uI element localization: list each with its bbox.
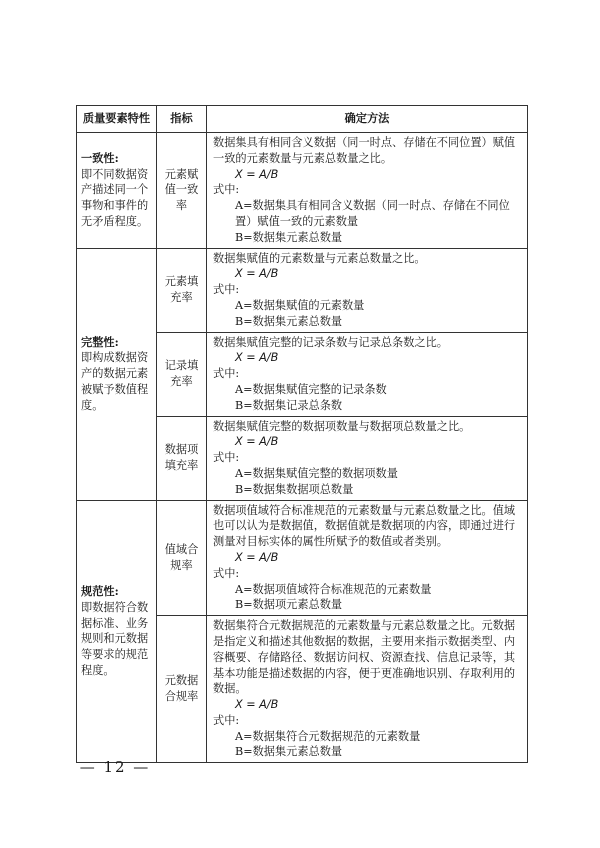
table-row: [77, 133, 528, 249]
dimension-description: 即数据符合数据标准、业务规则和元数据等要求的规范程度。: [81, 600, 149, 677]
method-cell: [207, 332, 528, 416]
header-method: 确定方法: [207, 106, 528, 133]
method-where: 式中:: [213, 451, 240, 465]
indicator-cell: 元数据合规率: [157, 616, 207, 763]
method-var-b: B=数据集数据项总数量: [235, 482, 354, 496]
dimension-consistency: [77, 133, 157, 249]
indicator-cell: 记录填充率: [157, 332, 207, 416]
method-formula: X = A/B: [235, 435, 279, 449]
method-intro: 数据集具有相同含义数据（同一时点、存储在不同位置）赋值一致的元素数量与元素总数量之比。: [213, 136, 516, 165]
method-var-a: A=数据项值域符合标准规范的元素数量: [235, 582, 432, 596]
method-var-b: B=数据集元素总数量: [235, 230, 343, 244]
dimension-completeness: [77, 248, 157, 500]
indicator-cell: 值域合规率: [157, 500, 207, 616]
dimension-description: 即不同数据资产描述同一个事物和事件的无矛盾程度。: [81, 167, 149, 228]
method-var-a: A=数据集具有相同含义数据（同一时点、存储在不同位置）赋值一致的元素数量: [235, 199, 510, 228]
dimension-description: 即构成数据资产的数据元素被赋予数值程度。: [81, 351, 149, 412]
method-var-a: A=数据集符合元数据规范的元素数量: [235, 729, 421, 743]
dimension-title: 规范性:: [81, 584, 119, 599]
indicator-cell: 元素填充率: [157, 248, 207, 332]
method-intro: 数据集赋值完整的记录条数与记录总条数之比。: [213, 335, 448, 349]
method-intro: 数据项值域符合标准规范的元素数量与元素总数量之比。值域也可以认为是数据值，数据值就是数据项的内容，即通过进行测量对目标实体的属性所赋予的数值或者类别。: [213, 503, 516, 549]
method-intro: 数据集赋值完整的数据项数量与数据项总数量之比。: [213, 419, 471, 433]
method-where: 式中:: [213, 283, 240, 297]
indicator-cell: 元素赋值一致率: [157, 133, 207, 249]
table-header-row: [77, 106, 528, 133]
method-formula: X = A/B: [235, 550, 279, 564]
method-var-b: B=数据项元素总数量: [235, 598, 343, 612]
method-formula: X = A/B: [235, 167, 279, 181]
method-var-b: B=数据集记录总条数: [235, 398, 343, 412]
header-quality-characteristic: 质量要素特性: [77, 106, 157, 133]
method-where: 式中:: [213, 183, 240, 197]
method-formula: X = A/B: [235, 351, 279, 365]
method-formula: X = A/B: [235, 267, 279, 281]
method-var-b: B=数据集元素总数量: [235, 314, 343, 328]
method-cell: [207, 500, 528, 616]
page-number: — 12 —: [79, 758, 151, 776]
method-var-a: A=数据集赋值完整的数据项数量: [235, 466, 398, 480]
dimension-title: 一致性:: [81, 150, 119, 165]
method-intro: 数据集赋值的元素数量与元素总数量之比。: [213, 251, 426, 265]
method-intro: 数据集符合元数据规范的元素数量与元素总数量之比。元数据是指定义和描述其他数据的数据，主要用来指示数据类型、内容概要、存储路径、数据访问权、资源查找、信息记录等，其基本功能是描述数据的内容，便于更准确地识别、存取利用的数据。: [213, 619, 516, 696]
method-var-b: B=数据集元素总数量: [235, 745, 343, 759]
method-cell: [207, 616, 528, 763]
table-row: [77, 500, 528, 616]
method-cell: [207, 248, 528, 332]
dimension-normativity: [77, 500, 157, 763]
method-cell: [207, 416, 528, 500]
table-row: [77, 248, 528, 332]
method-where: 式中:: [213, 367, 240, 381]
method-where: 式中:: [213, 566, 240, 580]
indicator-cell: 数据项填充率: [157, 416, 207, 500]
method-formula: X = A/B: [235, 698, 279, 712]
method-var-a: A=数据集赋值的元素数量: [235, 298, 365, 312]
method-where: 式中:: [213, 713, 240, 727]
method-var-a: A=数据集赋值完整的记录条数: [235, 382, 387, 396]
quality-elements-table: [76, 105, 528, 763]
method-cell: [207, 133, 528, 249]
dimension-title: 完整性:: [81, 334, 119, 349]
header-indicator: 指标: [157, 106, 207, 133]
